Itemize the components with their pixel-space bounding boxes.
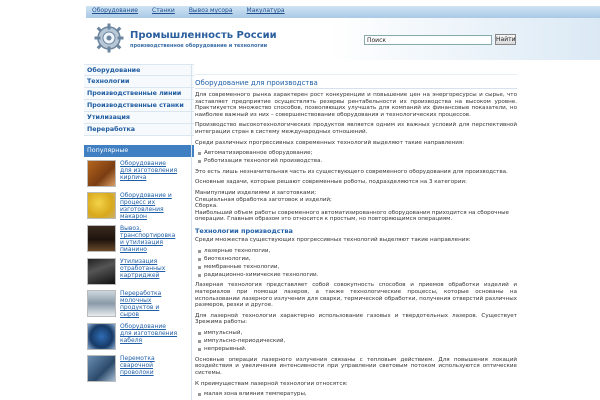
plain-line: Сборка. (195, 203, 218, 210)
site-subtitle: производственное оборудование и технологии (130, 43, 268, 49)
bullet-list (197, 248, 517, 279)
page-title: Оборудование для производства (195, 79, 517, 89)
site-title[interactable]: Промышленность России (130, 30, 277, 41)
list-item: непрерывный. (197, 346, 517, 353)
cable-thumb-icon[interactable] (87, 323, 116, 350)
sidebar-item-production-lines[interactable]: Производственные линии (84, 88, 194, 100)
sidebar-item-recycling[interactable]: Утилизация (84, 112, 194, 124)
gear-logo-icon[interactable] (94, 23, 124, 53)
list-item[interactable] (84, 222, 194, 255)
sidebar-item-technologies[interactable]: Технологии (84, 76, 194, 88)
list-item: Роботизация технологий производства. (197, 158, 517, 165)
list-item[interactable] (84, 189, 194, 222)
paragraph: Основные задачи, которые решают современные роботы, подразделяются на 3 категории: (195, 179, 467, 186)
paragraph: Лазерная технология представляет собой совокупность способов и приемов обработки изделий и материалов при помощи лазеров, а также технологические процессы, которые основаны на использовании лазерного излучения для сварки, термической обработки, получения отверстий различных размеров, резки и другое. (195, 282, 517, 309)
bullet-list (197, 391, 517, 398)
paragraph: Для современного рынка характерен рост конкуренции и повышение цен на энергоресурсы и сырье, что заставляет предприятие осуществлять резервы рентабельности их производства на высоком уровне. Практикуется множество способов, позволяющих улучшать для компаний их финансовые показатели, но наиболее важный из них – совершенствование оборудования и технологических процессов. (195, 92, 517, 118)
piano-thumb-icon[interactable] (87, 225, 116, 252)
list-item: биотехнологии, (197, 256, 517, 263)
content-header-strip (195, 64, 517, 75)
sidebar (84, 64, 194, 384)
section-heading: Технологии производства (195, 227, 293, 235)
main-content (191, 64, 517, 400)
popular-link[interactable]: Оборудование для изготовления кабеля (120, 323, 178, 344)
top-nav-link[interactable]: Вывоз мусора (188, 7, 233, 14)
sidebar-item-machines[interactable]: Производственные станки (84, 100, 194, 112)
list-item[interactable] (84, 157, 194, 189)
plain-line: Манипуляции изделиями и заготовками; (195, 190, 317, 197)
list-item[interactable] (84, 287, 194, 320)
list-item[interactable] (84, 320, 194, 352)
sidebar-item-equipment[interactable]: Оборудование (84, 64, 194, 76)
list-item: малая зона влияния температуры, (197, 391, 517, 398)
bullet-list (197, 330, 517, 353)
list-item: радиационно-химические технологии. (197, 272, 517, 279)
top-nav-link[interactable]: Оборудование (92, 7, 138, 14)
paragraph: К преимуществам лазерной технологии относятся: (195, 380, 348, 387)
popular-link[interactable]: Перемотка сварочной проволоки (120, 355, 155, 376)
popular-link[interactable]: Утилизация отработанных картриджей (120, 258, 166, 279)
paragraph: Это есть лишь незначительная часть из существующего современного оборудования для производства. (195, 168, 508, 175)
list-item: импульсный, (197, 330, 517, 337)
paragraph: Производство высокотехнологических продуктов является одним из важных условий для перспективной интеграции стран в систему международных отношений. (195, 122, 517, 135)
popular-link[interactable]: Оборудование и процесс их изготовления макарон (120, 192, 172, 220)
top-nav-link[interactable]: Станки (152, 7, 175, 14)
plain-line: Специальная обработка заготовок и изделий; (195, 196, 332, 203)
list-item: лазерные технологии, (197, 248, 517, 255)
cartridge-thumb-icon[interactable] (87, 258, 116, 285)
paragraph: Среди множества существующих прогрессивных технологий выделяют такие направления: (195, 237, 471, 243)
top-navigation (0, 0, 600, 18)
popular-heading: Популярные (84, 145, 194, 157)
list-item[interactable] (84, 255, 194, 287)
plain-line: Наибольший объем работы современного автоматизированного оборудования приходится на сборочные операции. Главным образом это относится к простым, но повторяющимся операциям. (195, 209, 509, 223)
pasta-thumb-icon[interactable] (87, 192, 116, 219)
list-item: Автоматизированное оборудование; (197, 150, 517, 157)
top-nav-links (92, 7, 285, 14)
popular-link[interactable]: Оборудование для изготовления кирпича (120, 160, 178, 181)
list-item: импульсно-периодический, (197, 338, 517, 345)
list-item[interactable] (84, 352, 194, 384)
bullet-list (197, 150, 517, 165)
sidebar-item-processing[interactable]: Переработка (84, 124, 194, 136)
search-input[interactable] (364, 35, 492, 45)
paragraph: Основные операции лазерного излучения связаны с тепловым действием. Для повышения локаций воздействия и увеличения интенсивности при управлении световым потоком используются оптические системы. (195, 356, 517, 376)
dairy-thumb-icon[interactable] (87, 290, 116, 317)
top-nav-link[interactable]: Макулатура (246, 7, 285, 14)
popular-link[interactable]: Вывоз, транспортировка и утилизация пианино (120, 225, 176, 253)
plain-list (195, 190, 517, 223)
list-item: мембранные технологии, (197, 264, 517, 271)
paragraph: Среди различных прогрессивных современных технологий выделяют такие направления: (195, 139, 465, 146)
popular-link[interactable]: Переработка молочных продуктов и сыров (120, 290, 162, 318)
wire-thumb-icon[interactable] (87, 355, 116, 382)
paragraph: Для лазерной технологии характерно использование газовых и твердотельных лазеров. Существует 3режима работы: (195, 312, 517, 326)
brick-thumb-icon[interactable] (87, 160, 116, 187)
search-button[interactable]: Найти (496, 36, 516, 43)
